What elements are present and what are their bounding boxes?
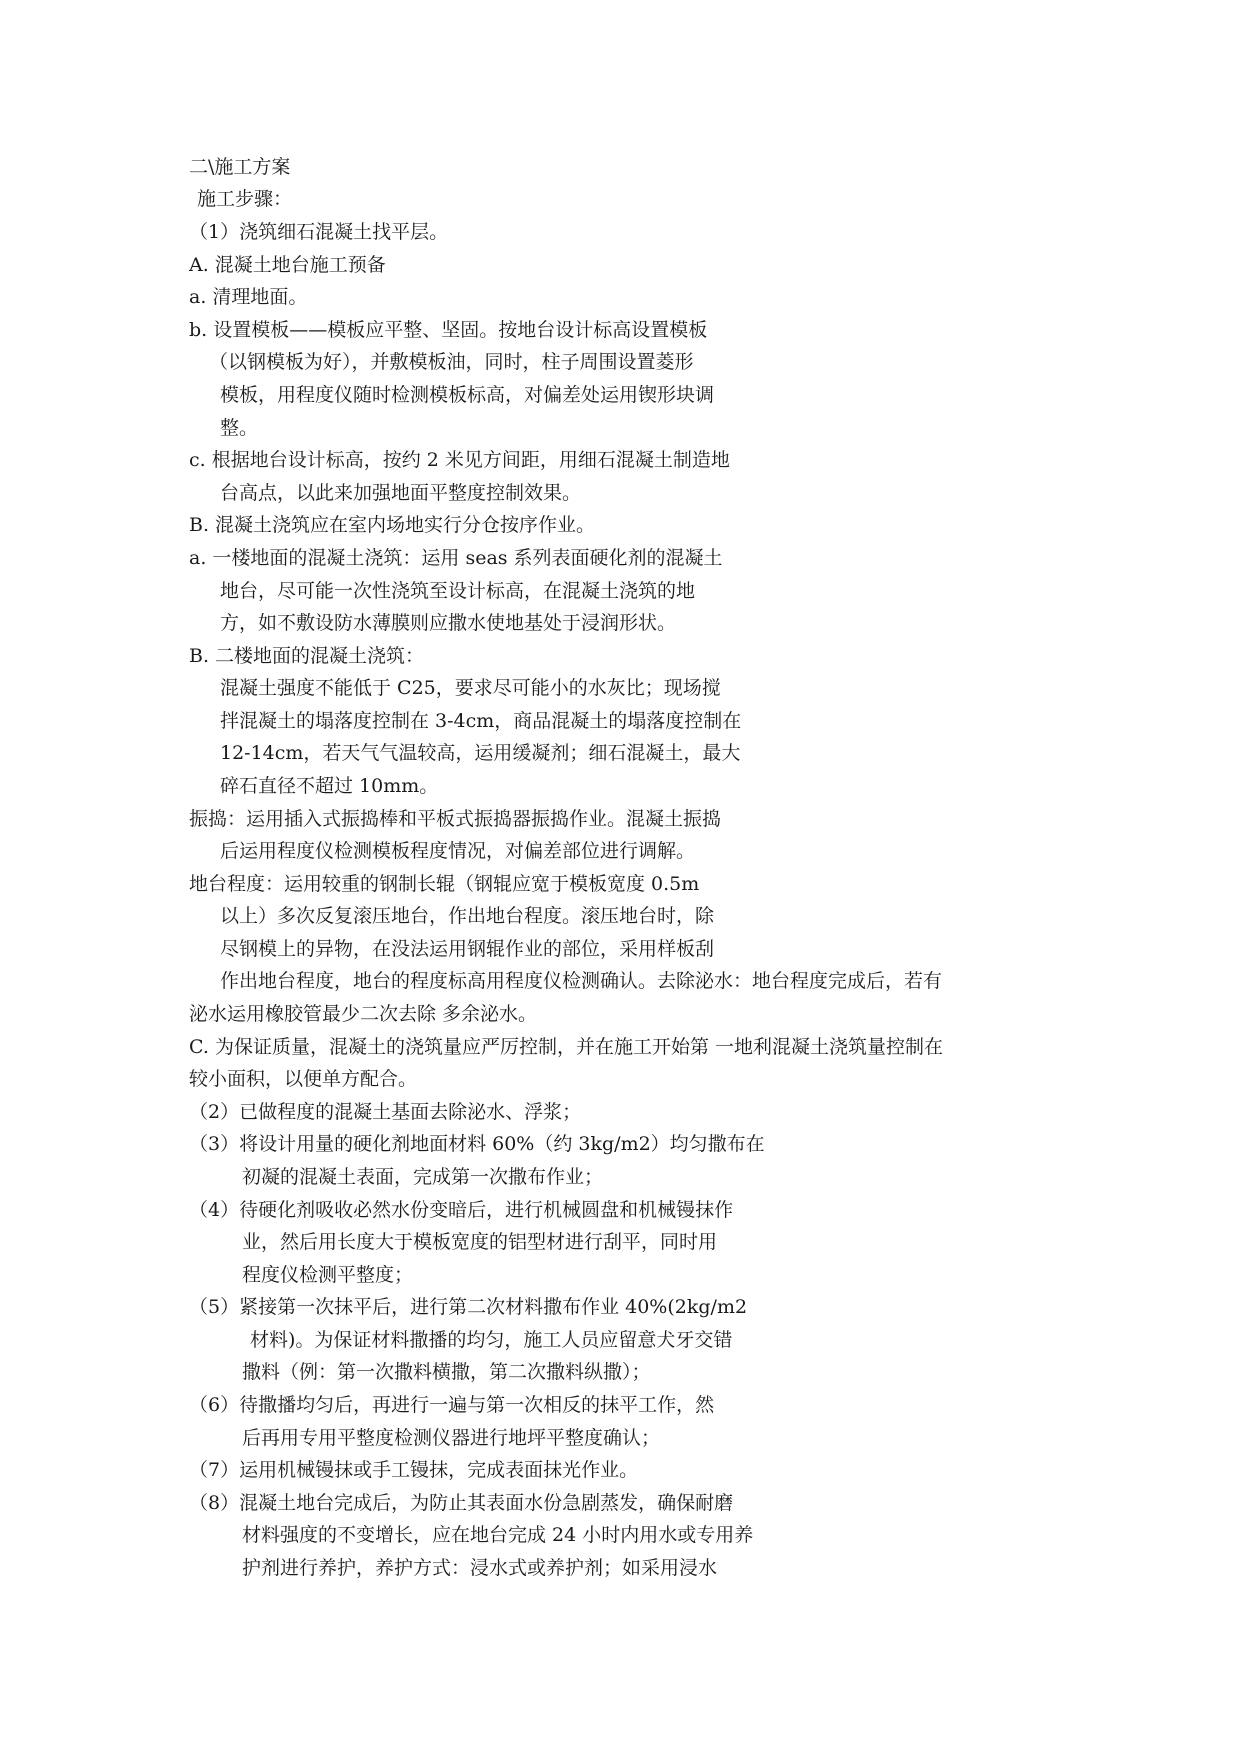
text-line: B. 二楼地面的混凝土浇筑： (189, 645, 425, 667)
text-line: 泌水运用橡胶管最少二次去除 多余泌水。 (189, 1003, 538, 1025)
text-line: （6）待撒播均匀后，再进行一遍与第一次相反的抹平工作，然 (189, 1394, 715, 1416)
text-line: 振捣：运用插入式振捣棒和平板式振捣器振捣作业。混凝土振捣 (189, 808, 722, 830)
text-line: （1）浇筑细石混凝土找平层。 (189, 221, 449, 243)
text-line: 材料强度的不变增长，应在地台完成 24 小时内用水或专用养 (242, 1524, 754, 1546)
text-line: （5）紧接第一次抹平后，进行第二次材料撒布作业 40%(2kg/m2 (189, 1296, 748, 1318)
text-line: 以上）多次反复滚压地台，作出地台程度。滚压地台时，除 (220, 905, 715, 927)
text-line: （3）将设计用量的硬化剂地面材料 60%（约 3kg/m2）均匀撒布在 (189, 1133, 765, 1155)
text-line: （7）运用机械镘抹或手工镘抹，完成表面抹光作业。 (189, 1459, 639, 1481)
text-line: 程度仪检测平整度； (242, 1264, 414, 1286)
text-line: （4）待硬化剂吸收必然水份变暗后，进行机械圆盘和机械镘抹作 (189, 1199, 734, 1221)
text-line: 作出地台程度，地台的程度标高用程度仪检测确认。去除泌水：地台程度完成后，若有 (220, 970, 943, 992)
text-line: 碎石直径不超过 10mm。 (220, 775, 439, 797)
text-line: 尽钢模上的异物，在没法运用钢辊作业的部位，采用样板刮 (220, 938, 715, 960)
text-line: 模板，用程度仪随时检测模板标高，对偏差处运用锲形块调 (220, 384, 715, 406)
text-line: 初凝的混凝土表面，完成第一次撒布作业； (242, 1166, 604, 1188)
text-line: 业，然后用长度大于模板宽度的铝型材进行刮平，同时用 (242, 1231, 718, 1253)
text-line: 撒料（例：第一次撒料横撒，第二次撒料纵撒）； (242, 1361, 651, 1383)
text-line: （8）混凝土地台完成后，为防止其表面水份急剧蒸发，确保耐磨 (189, 1492, 734, 1514)
text-line: 施工步骤： (197, 188, 293, 210)
text-line: 护剂进行养护，养护方式：浸水式或养护剂；如采用浸水 (242, 1557, 718, 1579)
text-line: a. 清理地面。 (189, 286, 308, 308)
text-line: 材料)。为保证材料撒播的均匀，施工人员应留意犬牙交错 (250, 1329, 733, 1351)
text-line: 后再用专用平整度检测仪器进行地坪平整度确认； (242, 1427, 661, 1449)
text-line: 地台，尽可能一次性浇筑至设计标高，在混凝土浇筑的地 (220, 580, 696, 602)
text-line: 地台程度：运用较重的钢制长辊（钢辊应宽于模板宽度 0.5m (189, 873, 700, 895)
text-line: 整。 (220, 417, 259, 439)
text-line: B. 混凝土浇筑应在室内场地实行分仓按序作业。 (189, 514, 596, 536)
text-line: 较小面积，以便单方配合。 (189, 1068, 418, 1090)
text-line: 12-14cm，若天气气温较高，运用缓凝剂；细石混凝土，最大 (220, 742, 741, 764)
text-line: 混凝土强度不能低于 C25，要求尽可能小的水灰比；现场搅 (220, 677, 721, 699)
text-line: 方，如不敷设防水薄膜则应撒水使地基处于浸润形状。 (220, 612, 677, 634)
text-line: （以钢模板为好），并敷模板油，同时，柱子周围设置菱形 (209, 351, 694, 373)
section-heading: 二\施工方案 (189, 156, 291, 178)
text-line: 后运用程度仪检测模板程度情况，对偏差部位进行调解。 (220, 840, 696, 862)
text-line: 台高点，以此来加强地面平整度控制效果。 (220, 482, 582, 504)
text-line: b. 设置模板——模板应平整、坚固。按地台设计标高设置模板 (189, 319, 708, 341)
text-line: A. 混凝土地台施工预备 (189, 254, 386, 276)
text-line: C. 为保证质量，混凝土的浇筑量应严厉控制，并在施工开始第 一地利混凝土浇筑量控制在 (189, 1036, 943, 1058)
text-line: 拌混凝土的塌落度控制在 3-4cm，商品混凝土的塌落度控制在 (220, 710, 742, 732)
text-line: a. 一楼地面的混凝土浇筑：运用 seas 系列表面硬化剂的混凝土 (189, 547, 723, 569)
text-line: （2）已做程度的混凝土基面去除泌水、浮浆； (189, 1101, 582, 1123)
text-line: c. 根据地台设计标高，按约 2 米见方间距，用细石混凝土制造地 (189, 449, 730, 471)
